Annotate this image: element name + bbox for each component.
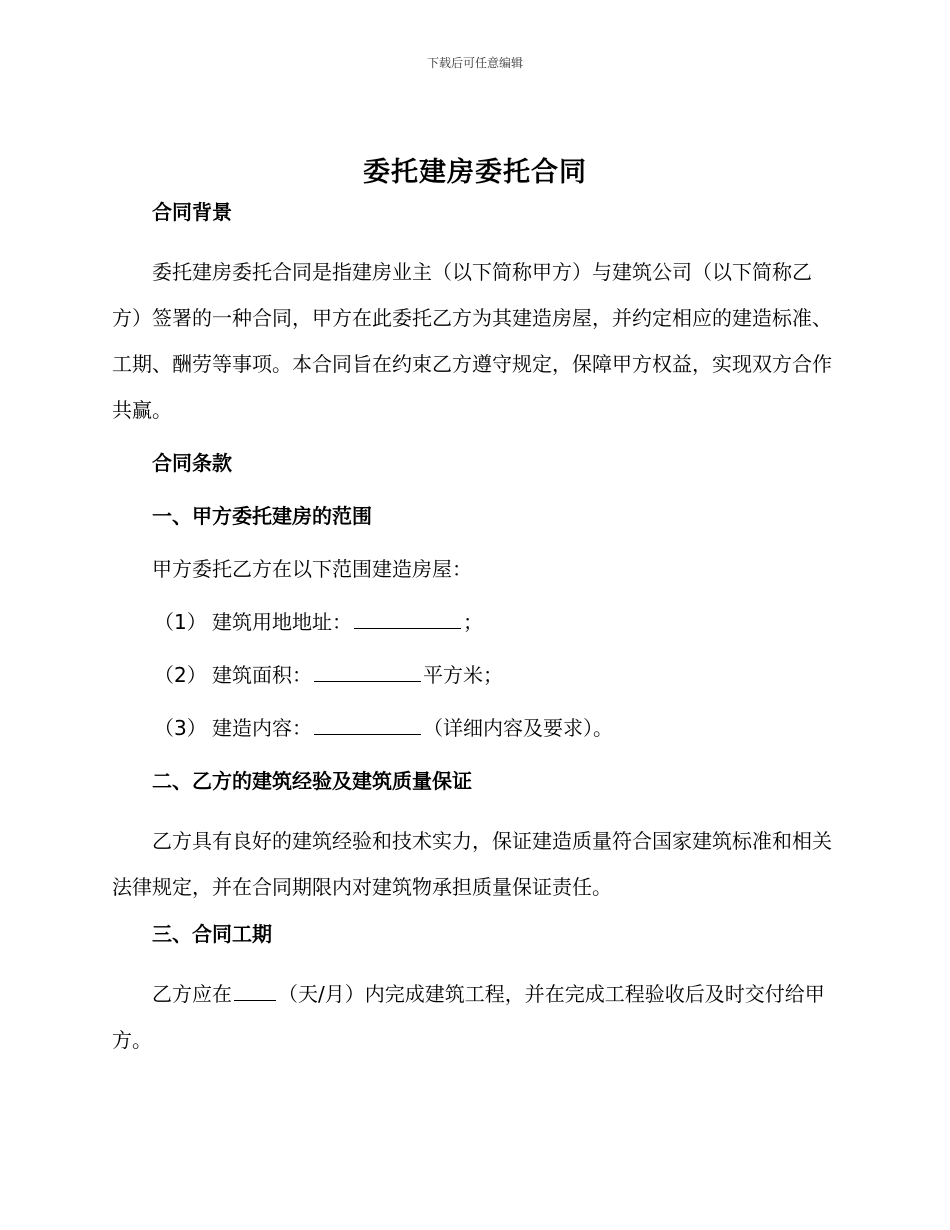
document-title: 委托建房委托合同 — [363, 157, 587, 188]
item-label: 建筑用地地址： — [212, 610, 352, 634]
item-label: 建造内容： — [212, 716, 312, 740]
background-paragraph: 委托建房委托合同是指建房业主（以下简称甲方）与建筑公司（以下简称乙方）签署的一种合同，甲方在此委托乙方为其建造房屋，并约定相应的建造标准、工期、酬劳等事项。本合同旨在约束乙方遵守规定，保障甲方权益，实现双方合作共赢。 — [112, 260, 832, 422]
item-suffix: 平方米； — [423, 663, 503, 687]
fill-in-blank — [234, 999, 276, 1001]
period-heading: 三、合同工期 — [152, 922, 272, 946]
page-header-note: 下载后可任意编辑 — [426, 56, 523, 70]
item-suffix: （详细内容及要求）。 — [423, 716, 613, 740]
scope-item-address — [112, 606, 834, 639]
period-paragraph — [112, 971, 834, 1063]
item-number: （2） — [154, 663, 207, 687]
document-body — [112, 196, 834, 1069]
scope-item-area — [112, 659, 834, 692]
quality-paragraph: 乙方具有良好的建筑经验和技术实力，保证建造质量符合国家建筑标准和相关法律规定，并在合同期限内对建筑物承担质量保证责任。 — [112, 829, 832, 899]
quality-heading: 二、乙方的建筑经验及建筑质量保证 — [152, 769, 472, 793]
scope-item-content — [112, 712, 834, 745]
fill-in-blank — [314, 680, 421, 682]
period-text-before: 乙方应在 — [152, 982, 232, 1006]
background-heading: 合同背景 — [152, 200, 232, 224]
fill-in-blank — [314, 733, 421, 735]
scope-intro: 甲方委托乙方在以下范围建造房屋： — [152, 557, 472, 581]
scope-heading: 一、甲方委托建房的范围 — [152, 504, 372, 528]
item-number: （3） — [154, 716, 207, 740]
fill-in-blank — [354, 627, 461, 629]
terms-heading: 合同条款 — [152, 451, 232, 475]
item-label: 建筑面积： — [212, 663, 312, 687]
period-text-after: （天/月）内完成建筑工程，并在完成工程验收后及时交付给甲方。 — [112, 982, 825, 1052]
item-suffix: ； — [463, 610, 483, 634]
item-number: （1） — [154, 610, 207, 634]
